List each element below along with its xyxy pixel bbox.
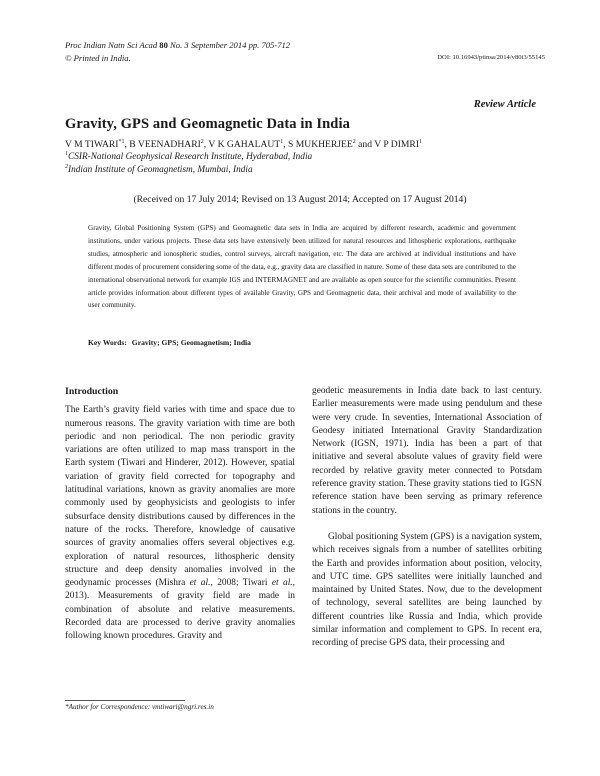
author-sep: and	[355, 139, 375, 150]
affiliation-text: Indian Institute of Geomagnetism, Mumbai, India	[68, 165, 253, 175]
body-text-italic: et al.	[271, 578, 293, 589]
author-sup: 1	[280, 138, 284, 145]
footnote-rule	[65, 700, 185, 701]
journal-citation	[65, 39, 290, 52]
author-name: V K GAHALAUT	[208, 139, 281, 150]
author-name: S MUKHERJEE	[288, 139, 353, 150]
body-paragraph: Global positioning System (GPS) is a navigation system, which receives signals from a number of satellites orbiting the Earth and provides information about position, velocity, and UTC time. GPS satellites were initially launched and maintained by United States. Now, due to the development of technology, several satellites are being launched by different countries like Russia and India, which provide similar information and complement to GPS. In recent era, recording of precise GPS data, their processing and	[312, 531, 542, 649]
author-sep: ,	[203, 139, 209, 150]
section-heading: Introduction	[65, 386, 119, 397]
doi: DOI: 10.16943/ptinsa/2014/v80i3/55145	[437, 54, 545, 61]
body-text-italic: et al.	[189, 578, 211, 589]
body-paragraph	[65, 404, 295, 643]
body-column-left	[65, 385, 295, 644]
author-sup: 2	[352, 138, 356, 145]
article-title: Gravity, GPS and Geomagnetic Data in India	[65, 116, 350, 132]
affiliation	[65, 165, 253, 175]
keywords-label: Key Words:	[88, 338, 127, 347]
author-sup: 1	[419, 138, 423, 145]
body-column-right	[312, 385, 542, 651]
author-name: B VEENADHARI	[129, 139, 201, 150]
author-sup: *1	[118, 138, 125, 145]
author-name: V M TIWARI	[65, 139, 119, 150]
body-paragraph: geodetic measurements in India date back to last century. Earlier measurements were made using pendulum and these were very crude. In seventies, International Association of Geodesy initiated International Gravity Standardization Network (IGSN, 1971). India has been a part of that initiative and several absolute values of gravity field were recorded by relative gravity meter connected to Potsdam reference gravity station. These gravity stations tied to IGSN reference station have been serving as primary reference stations in the country.	[312, 386, 542, 516]
article-type: Review Article	[473, 99, 536, 110]
journal-abbrev: Proc Indian Natn Sci Acad	[65, 40, 158, 50]
affiliation-sup: 1	[65, 150, 68, 157]
abstract: Gravity, Global Positioning System (GPS) and Geomagnetic data sets in India are acquired by different research, academic and government institutions, under various projects. These data sets have extensively been utilized for natural resources and lithospheric explorations, earthquake studies, atmospheric and ionospheric studies, control surveys, aircraft navigation, etc. The data are archived at individual institutions and have different modes of procurement considering some of the data, e.g., gravity data are classified in nature. Some of these data sets are contributed to the international observational network for example IGS and INTERMAGNET and are available as open source for the scientific communities. Present article provides information about different types of available Gravity, GPS and Geomagnetic data, their archival and mode of availability to the user community.	[88, 224, 516, 310]
author-sep: ,	[124, 139, 130, 150]
body-text: The Earth’s gravity field varies with time and space due to numerous reasons. The gravity variation with time are both periodic and non periodical. The non periodic gravity variations are often utilized to map mass transport in the Earth system (Tiwari and Hinderer, 2012). However, spatial variation of gravity field corrected for topography and latitudinal variations, known as gravity anomalies are more commonly used by geophysicists and geologists to infer subsurface density distributions caused by differences in the nature of the rocks. Therefore, knowledge of causative sources of gravity anomalies offers several objectives e.g. exploration of natural resources, lithospheric density structure and deep density anomalies involved in the geodynamic processes (Mishra	[65, 405, 295, 589]
author-name: V P DIMRI	[374, 139, 420, 150]
affiliation-sup: 2	[65, 163, 68, 170]
author-list	[65, 139, 422, 150]
author-sup: 2	[200, 138, 204, 145]
keywords	[88, 338, 251, 347]
body-text: , 2013). Measurements of gravity field are made in combination of absolute and relative measurements. Recorded data are processed to derive gravity anomalies following known procedures. Gravity and	[65, 578, 295, 642]
body-text: , 2008; Tiwari	[210, 578, 272, 589]
received-dates: (Received on 17 July 2014; Revised on 13 August 2014; Accepted on 17 August 2014)	[133, 194, 467, 205]
journal-issue: No. 3 September 2014 pp. 705-712	[170, 40, 291, 50]
journal-header	[65, 39, 290, 65]
keywords-text: Gravity; GPS; Geomagnetism; India	[131, 338, 251, 347]
correspondence-footnote: *Author for Correspondence: vmtiwari@ngri.res.in	[65, 703, 214, 711]
journal-volume: 80	[159, 40, 168, 50]
affiliation-text: CSIR-National Geophysical Research Institute, Hyderabad, India	[68, 152, 313, 162]
author-sep: ,	[283, 139, 288, 150]
affiliation	[65, 152, 312, 162]
printed-notice: © Printed in India.	[65, 53, 131, 63]
